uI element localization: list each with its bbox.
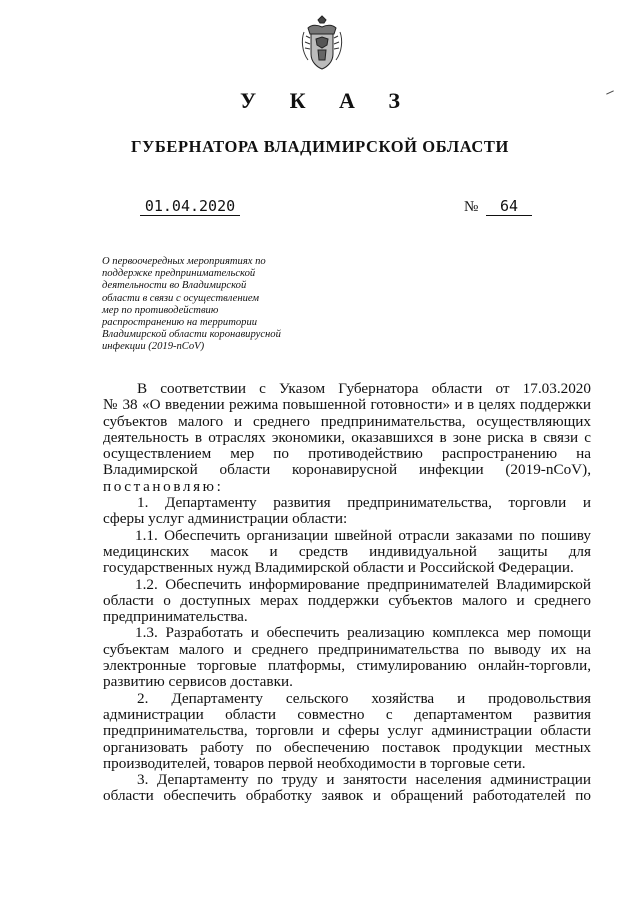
body-line: организовать работу по обеспечению поставок продукции местных <box>103 739 591 756</box>
body-line: субъектов малого и среднего предпринимательства, осуществляющих <box>103 413 591 430</box>
body-line: сферы услуг администрации области: <box>103 510 348 528</box>
body-line: производителей, товаров первой необходимости в торговые сети. <box>103 754 526 772</box>
subject-line: инфекции (2019-nCoV) <box>102 341 205 353</box>
subject-line: О первоочередных мероприятиях по <box>102 256 266 267</box>
document-subtitle: ГУБЕРНАТОРА ВЛАДИМИРСКОЙ ОБЛАСТИ <box>131 137 509 156</box>
body-line: деятельность в отраслях экономики, оказавшихся в зоне риска в связи с <box>103 429 591 446</box>
coat-of-arms-emblem <box>298 14 346 72</box>
body-line: 2. Департаменту сельского хозяйства и продовольствия <box>137 690 591 707</box>
body-line: осуществлением мер по противодействию распространению на <box>103 446 591 463</box>
subject-line: распространению на территории <box>102 317 258 329</box>
body-line: развитию сервисов доставки. <box>103 673 293 691</box>
body-line: постановляю: <box>103 477 224 495</box>
body-line: медицинских масок и средств индивидуальной защиты для <box>103 543 591 560</box>
body-line: 3. Департаменту по труду и занятости населения администрации <box>137 772 591 789</box>
document-date: 01.04.2020 <box>140 198 240 216</box>
subject-line: мер по противодействию <box>102 304 219 316</box>
body-line: 1.2. Обеспечить информирование предпринимателей Владимирской <box>135 576 591 593</box>
body-line: предпринимательства, торговли и сферы услуг администрации области <box>103 723 591 740</box>
body-line: области о доступных мерах поддержки субъектов малого и среднего <box>103 592 591 609</box>
subject-line: области в связи с осуществлением <box>102 292 260 304</box>
body-line: В соответствии с Указом Губернатора области от 17.03.2020 <box>137 381 591 397</box>
body-line: № 38 «О введении режима повышенной готовности» и в целях поддержки <box>103 397 591 414</box>
number-label: № <box>464 199 479 215</box>
document-number <box>464 198 532 216</box>
document-subject <box>102 256 322 354</box>
body-line: 1.1. Обеспечить организации швейной отрасли заказами по пошиву <box>135 527 591 544</box>
body-line: государственных нужд Владимирской области и Российской Федерации. <box>103 559 574 577</box>
document-title: У К А З <box>239 88 415 113</box>
body-line: предпринимательства. <box>103 608 248 626</box>
body-line: Владимирской области коронавирусной инфекции (2019-nCoV), <box>103 462 591 479</box>
number-value: 64 <box>486 198 532 216</box>
body-line: администрации области совместно с департаментом развития <box>103 706 591 723</box>
body-line: области обеспечить обработку заявок и обращений работодателей по <box>103 788 591 805</box>
body-line: 1. Департаменту развития предпринимательства, торговли и <box>137 495 591 512</box>
subject-line: поддержке предпринимательской <box>102 268 256 280</box>
subject-line: Владимирской области коронавирусной <box>102 329 281 341</box>
body-line: 1.3. Разработать и обеспечить реализацию комплекса мер помощи <box>135 625 591 642</box>
document-body <box>103 381 591 805</box>
subject-line: деятельности во Владимирской <box>102 280 247 292</box>
body-line: субъектам малого и среднего предпринимательства по выводу их на <box>103 641 591 658</box>
body-line: электронные торговые платформы, стимулированию онлайн-торговли, <box>103 658 591 675</box>
